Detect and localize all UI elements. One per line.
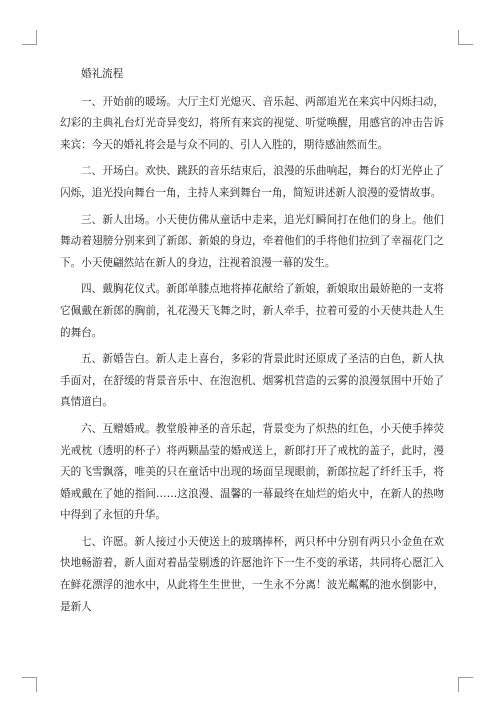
crop-mark-bottom-left	[22, 677, 37, 692]
paragraph-opening-speech: 二、开场白。欢快、跳跃的音乐结束后，浪漫的乐曲响起，舞台的灯光停止了闪烁，追光投向舞台一角，主持人来到舞台一角，简短讲述新人浪漫的爱情故事。	[60, 165, 444, 199]
crop-mark-top-right	[458, 30, 473, 45]
paragraph-corsage-ceremony: 四、戴胸花仪式。新郎单膝点地将捧花献给了新娘，新娘取出最娇艳的一支将它佩戴在新郎的胸前，礼花漫天飞舞之时，新人牵手，拉着可爱的小天使共赴人生的舞台。	[60, 283, 444, 339]
paragraph-ring-exchange: 六、互赠婚戒。教堂般神圣的音乐起，背景变为了炽热的红色，小天使手捧荧光戒枕（透明的杯子）将两颗晶莹的婚戒送上，新郎打开了戒枕的盖子，此时，漫天的飞雪飘落，唯美的只在童话中出现的场面呈现眼前，新郎拉起了纤纤玉手，将婚戒戴在了她的指间……这浪漫、温馨的一幕最终在灿烂的焰火中，在新人的热吻中得到了永恒的升华。	[60, 422, 444, 522]
crop-mark-top-left	[22, 30, 37, 45]
crop-mark-bottom-right	[458, 677, 473, 692]
paragraph-make-wish: 七、许愿。新人接过小天使送上的玻璃捧杯，两只杯中分别有两只小金鱼在欢快地畅游着，新人面对着晶莹剔透的许愿池许下一生不变的承诺，共同将心愿汇入在鲜花漂浮的池水中，从此将生生世世，一生永不分离！波光粼粼的池水倒影中，是新人	[60, 535, 444, 613]
paragraph-opening-warmup: 一、开始前的暖场。大厅主灯光熄灭、音乐起、两部追光在来宾中闪烁扫动，幻彩的主典礼台灯光奇异变幻，将所有来宾的视觉、听觉唤醒，用感官的冲击告诉来宾：今天的婚礼将会是与众不同的、引人入胜的，期待感油然而生。	[60, 95, 444, 151]
document-title: 婚礼流程	[81, 68, 124, 80]
paragraph-couple-entrance: 三、新人出场。小天使仿佛从童话中走来，追光灯瞬间打在他们的身上。他们舞动着翅膀分别来到了新郎、新娘的身边，牵着他们的手将他们拉到了幸福花门之下。小天使翩然站在新人的身边，注视着浪漫一幕的发生。	[60, 213, 444, 269]
paragraph-wedding-vows: 五、新婚告白。新人走上喜台，多彩的背景此时还原成了圣洁的白色，新人执手面对，在舒缓的背景音乐中、在泡泡机、烟雾机营造的云雾的浪漫氛围中开始了真情道白。	[60, 353, 444, 409]
document-body	[60, 64, 444, 623]
